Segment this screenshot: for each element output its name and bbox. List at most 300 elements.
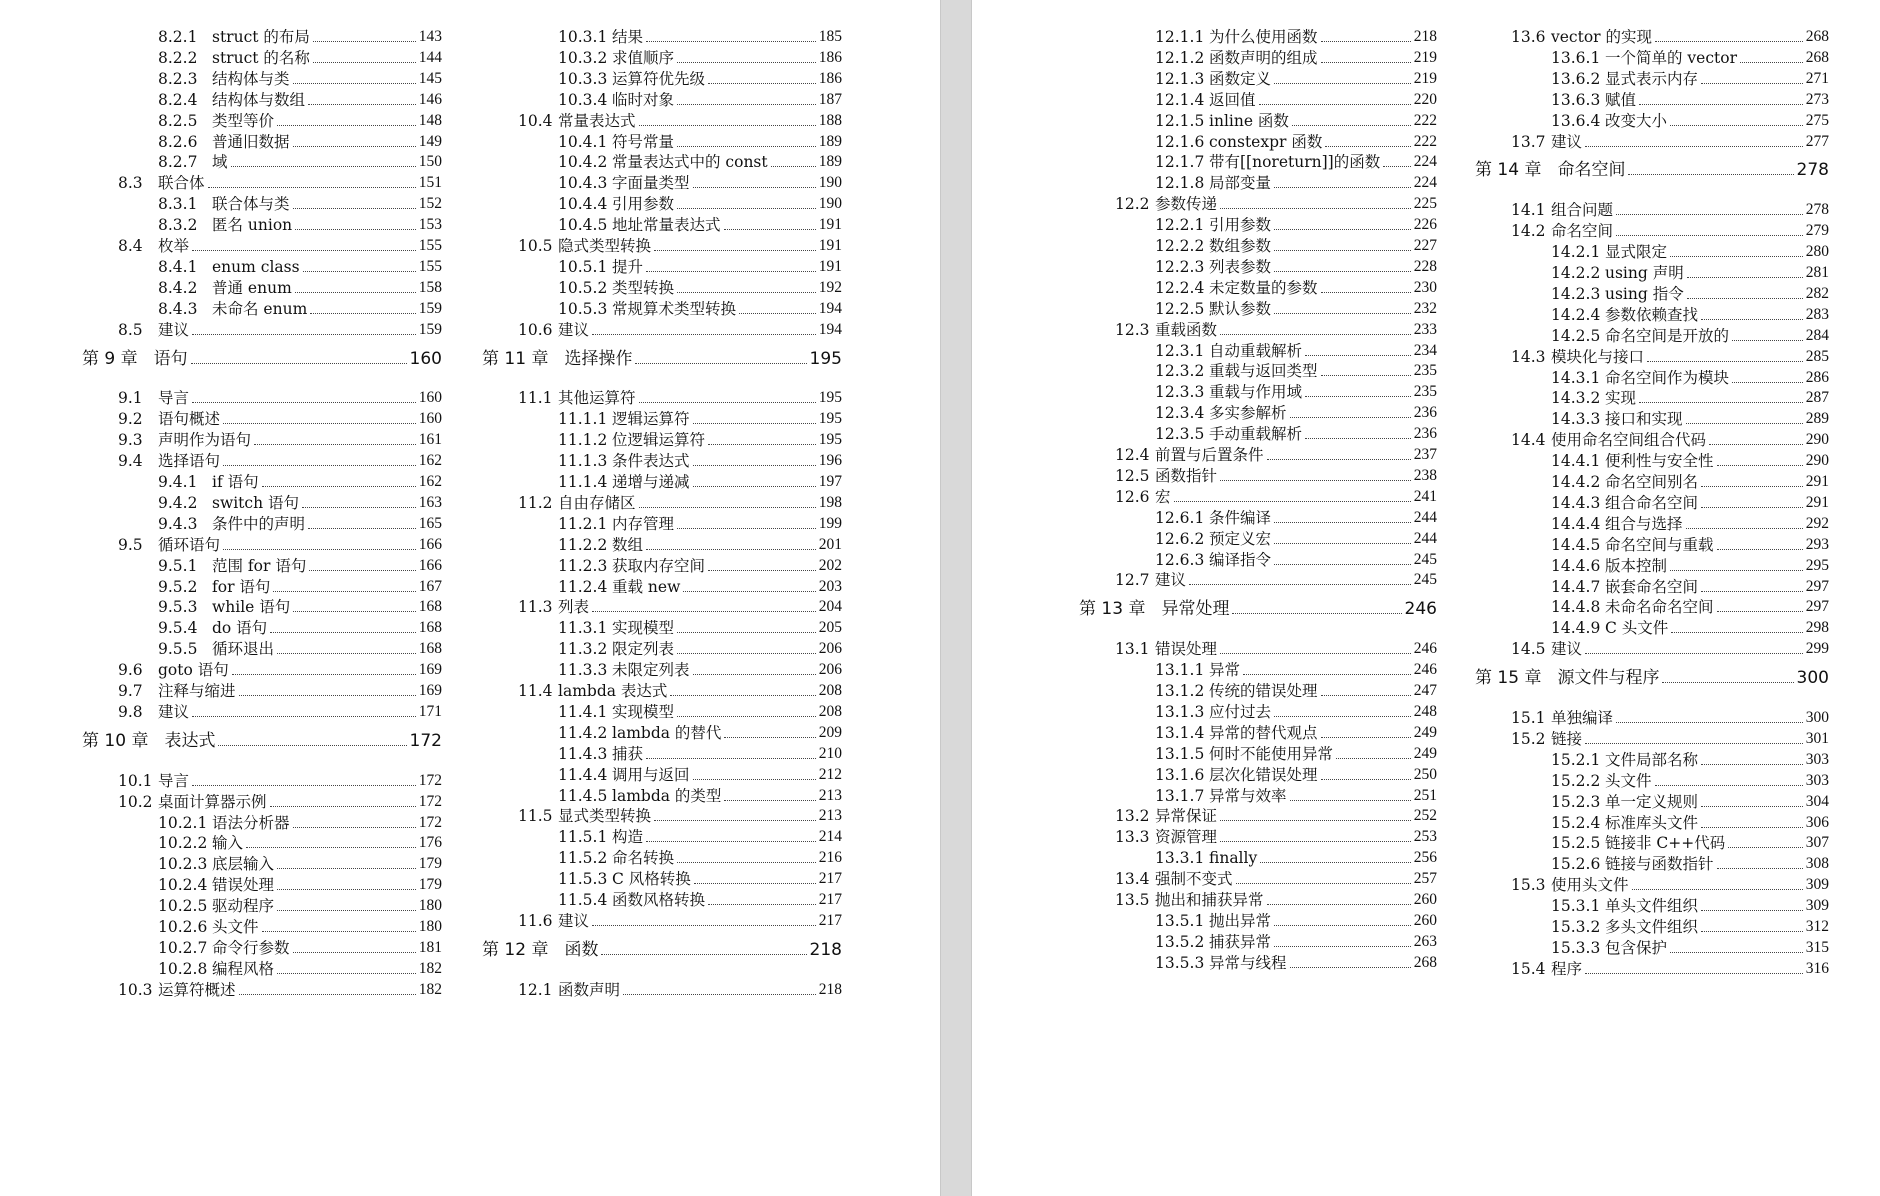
entry-page-number: 304 (1805, 792, 1829, 810)
entry-title: 底层输入 (212, 855, 275, 874)
section-entry (518, 598, 842, 616)
dot-leader (1267, 904, 1411, 905)
entry-page-number: 293 (1805, 535, 1829, 553)
subsection-entry (158, 133, 442, 151)
entry-number: 10.2.7 (158, 938, 208, 957)
entry-title: finally (1209, 849, 1258, 868)
entry-number: 第 13 章 (1079, 599, 1146, 620)
entry-title: while 语句 (212, 598, 291, 617)
entry-page-number: 191 (818, 257, 842, 275)
subsection-entry (158, 49, 442, 67)
entry-title: 数组参数 (1209, 237, 1272, 255)
entry-title: lambda 表达式 (558, 682, 668, 700)
subsection-entry (1551, 918, 1829, 936)
entry-number: 13.6.1 (1551, 48, 1601, 67)
section-entry (1511, 133, 1829, 151)
entry-number: 15.3 (1511, 876, 1546, 895)
entry-number: 10.5 (518, 237, 553, 255)
dot-leader (1321, 695, 1411, 696)
entry-title: 结构体与数组 (212, 90, 306, 109)
entry-page-number: 248 (1413, 702, 1437, 720)
entry-title: goto 语句 (158, 661, 229, 680)
subsection-entry (158, 814, 442, 832)
entry-page-number: 144 (418, 48, 442, 66)
subsection-entry (1551, 285, 1829, 303)
entry-page-number: 181 (418, 938, 442, 956)
entry-number: 9.6 (118, 661, 143, 680)
entry-page-number: 192 (818, 278, 842, 296)
dot-leader (293, 952, 416, 953)
dot-leader (1305, 438, 1411, 439)
entry-page-number: 152 (418, 195, 442, 213)
entry-page-number: 286 (1805, 368, 1829, 386)
entry-number: 8.3.1 (158, 195, 198, 214)
dot-leader (623, 994, 816, 995)
entry-page-number: 246 (1413, 661, 1437, 679)
subsection-entry (558, 891, 842, 909)
entry-page-number: 186 (818, 48, 842, 66)
entry-title: 层次化错误处理 (1209, 765, 1318, 784)
entry-page-number: 163 (418, 493, 442, 511)
dot-leader (1220, 653, 1411, 654)
subsection-entry (558, 536, 842, 554)
entry-page-number: 273 (1805, 90, 1829, 108)
entry-page-number: 166 (418, 556, 442, 574)
entry-number: 10.4.2 (558, 153, 608, 172)
dot-leader (1220, 334, 1411, 335)
entry-page-number: 252 (1413, 807, 1437, 825)
entry-title: 实现 (1605, 389, 1637, 408)
entry-title: 调用与返回 (612, 765, 690, 784)
subsection-entry (558, 578, 842, 596)
entry-number: 10.2.5 (158, 897, 208, 916)
entry-number: 12.6.1 (1155, 508, 1205, 527)
section-entry (118, 237, 442, 255)
entry-title: 命名空间是开放的 (1605, 326, 1730, 345)
dot-leader (693, 187, 816, 188)
entry-title: 隐式类型转换 (558, 237, 652, 255)
page-gutter (940, 0, 972, 1196)
subsection-entry (158, 91, 442, 109)
entry-page-number: 224 (1413, 153, 1437, 171)
right-page (972, 0, 1880, 1196)
entry-number: 14.4.1 (1551, 452, 1601, 471)
entry-number: 8.4.1 (158, 257, 198, 276)
entry-page-number: 167 (418, 577, 442, 595)
entry-number: 8.2.1 (158, 28, 198, 46)
dot-leader (1274, 564, 1411, 565)
dot-leader (1732, 382, 1803, 383)
dot-leader (1585, 146, 1803, 147)
entry-page-number: 209 (818, 723, 842, 741)
entry-number: 11.4.4 (558, 765, 608, 784)
entry-number: 13.6.2 (1551, 69, 1601, 88)
subsection-entry (158, 834, 442, 852)
dot-leader (293, 611, 415, 612)
dot-leader (302, 507, 416, 508)
entry-title: 编译指令 (1209, 550, 1272, 569)
entry-title: 函数声明 (558, 980, 621, 999)
entry-number: 11.2.3 (558, 556, 608, 575)
entry-page-number: 150 (418, 153, 442, 171)
dot-leader (262, 931, 416, 932)
entry-page-number: 316 (1805, 959, 1829, 977)
entry-number: 13.5 (1115, 891, 1150, 909)
subsection-entry (1551, 834, 1829, 852)
entry-page-number: 232 (1413, 299, 1437, 317)
entry-number: 11.4.3 (558, 744, 608, 763)
entry-title: 条件编译 (1209, 508, 1272, 527)
subsection-entry (558, 195, 842, 213)
entry-title: 显式类型转换 (558, 807, 652, 826)
dot-leader (246, 847, 416, 848)
entry-number: 第 14 章 (1475, 160, 1542, 181)
entry-title: 默认参数 (1209, 299, 1272, 318)
entry-page-number: 205 (818, 619, 842, 637)
entry-page-number: 194 (818, 320, 842, 338)
dot-leader (223, 549, 416, 550)
entry-number: 15.1 (1511, 709, 1546, 727)
entry-title: switch 语句 (212, 493, 299, 512)
entry-title: 何时不能使用异常 (1209, 744, 1334, 763)
entry-page-number: 218 (809, 939, 842, 960)
entry-page-number: 187 (818, 90, 842, 108)
entry-page-number: 213 (818, 807, 842, 825)
dot-leader (192, 402, 416, 403)
entry-title: 单头文件组织 (1605, 897, 1699, 916)
dot-leader (693, 779, 816, 780)
subsection-entry (158, 195, 442, 213)
entry-number: 13.1.1 (1155, 661, 1205, 680)
entry-number: 11.3.2 (558, 640, 608, 659)
entry-page-number: 233 (1413, 320, 1437, 338)
entry-title: 函数指针 (1155, 466, 1218, 485)
entry-page-number: 179 (418, 876, 442, 894)
section-entry (518, 912, 842, 930)
entry-title: 获取内存空间 (612, 556, 706, 575)
dot-leader (254, 444, 416, 445)
entry-number: 10.2.1 (158, 813, 208, 832)
dot-leader (1220, 841, 1411, 842)
entry-page-number: 195 (818, 431, 842, 449)
entry-number: 10.1 (118, 771, 153, 790)
entry-number: 11.3.1 (558, 619, 608, 638)
entry-number: 14.4.3 (1551, 493, 1601, 512)
entry-number: 9.4.2 (158, 493, 198, 512)
entry-page-number: 208 (818, 702, 842, 720)
entry-page-number: 212 (818, 765, 842, 783)
entry-number: 8.2.3 (158, 69, 198, 88)
entry-page-number: 290 (1805, 452, 1829, 470)
section-entry (118, 536, 442, 554)
entry-number: 9.4 (118, 452, 143, 471)
entry-title: 链接与函数指针 (1605, 855, 1714, 874)
entry-page-number: 160 (418, 389, 442, 407)
entry-title: 限定列表 (612, 640, 675, 659)
entry-title: 参数传递 (1155, 195, 1218, 214)
entry-number: 8.4 (118, 237, 143, 255)
entry-page-number: 227 (1413, 237, 1437, 254)
entry-number: 10.3.3 (558, 69, 608, 88)
entry-title: 常规算术类型转换 (612, 299, 737, 318)
entry-number: 15.2.5 (1551, 834, 1601, 853)
entry-page-number: 191 (818, 216, 842, 234)
dot-leader (1305, 396, 1411, 397)
subsection-entry (558, 828, 842, 846)
entry-page-number: 160 (418, 410, 442, 428)
subsection-entry (1155, 153, 1437, 171)
entry-title: 引用参数 (612, 195, 675, 214)
entry-page-number: 188 (818, 111, 842, 129)
subsection-entry (1551, 327, 1829, 345)
entry-title: do 语句 (212, 619, 268, 638)
entry-number: 11.1.3 (558, 452, 608, 471)
subsection-entry (1551, 619, 1829, 637)
entry-title: 其他运算符 (558, 389, 636, 408)
dot-leader (677, 862, 816, 863)
entry-number: 10.2 (118, 792, 153, 811)
dot-leader (1616, 722, 1803, 723)
entry-page-number: 251 (1413, 786, 1437, 804)
entry-number: 9.7 (118, 682, 143, 700)
entry-title: 异常的替代观点 (1209, 723, 1318, 742)
entry-number: 14.4.2 (1551, 473, 1601, 491)
dot-leader (1686, 423, 1803, 424)
entry-title: 类型转换 (612, 278, 675, 297)
entry-title: 组合与选择 (1605, 514, 1683, 533)
entry-number: 10.5.2 (558, 278, 608, 297)
dot-leader (708, 83, 816, 84)
subsection-entry (1551, 452, 1829, 470)
dot-leader (208, 187, 416, 188)
entry-number: 13.1.4 (1155, 723, 1205, 742)
dot-leader (1267, 459, 1411, 460)
dot-leader (1321, 779, 1411, 780)
entry-number: 14.2 (1511, 222, 1546, 241)
dot-leader (601, 954, 806, 955)
subsection-entry (1551, 70, 1829, 88)
section-entry (1115, 571, 1437, 589)
entry-title: 捕获 (612, 744, 644, 763)
entry-page-number: 295 (1805, 556, 1829, 574)
entry-number: 12.1 (518, 980, 553, 999)
subsection-entry (1155, 912, 1437, 930)
entry-title: 实现模型 (612, 619, 675, 638)
entry-title: 临时对象 (612, 90, 675, 109)
dot-leader (1717, 465, 1803, 466)
dot-leader (1336, 758, 1411, 759)
entry-title: 常量表达式 (558, 111, 636, 130)
entry-page-number: 280 (1805, 243, 1829, 261)
entry-page-number: 247 (1413, 682, 1437, 699)
entry-page-number: 180 (418, 918, 442, 935)
dot-leader (1274, 271, 1411, 272)
entry-title: 语句概述 (158, 410, 221, 429)
dot-leader (1717, 549, 1803, 550)
entry-number: 第 11 章 (482, 348, 549, 369)
entry-number: 15.2.6 (1551, 855, 1601, 874)
entry-page-number: 236 (1413, 425, 1437, 443)
dot-leader (1701, 507, 1803, 508)
entry-number: 12.6.2 (1155, 529, 1205, 548)
entry-page-number: 217 (818, 870, 842, 888)
entry-title: if 语句 (212, 473, 259, 491)
entry-page-number: 195 (818, 410, 842, 428)
dot-leader (277, 973, 416, 974)
dot-leader (1671, 632, 1802, 633)
section-entry (1511, 431, 1829, 449)
entry-page-number: 279 (1805, 222, 1829, 240)
dot-leader (771, 166, 816, 167)
entry-page-number: 289 (1805, 410, 1829, 428)
dot-leader (277, 125, 416, 126)
entry-title: 组合问题 (1551, 201, 1614, 220)
entry-title: 命名空间别名 (1605, 473, 1699, 491)
subsection-entry (558, 870, 842, 888)
entry-title: 前置与后置条件 (1155, 446, 1264, 464)
section-entry (518, 807, 842, 825)
entry-page-number: 182 (418, 980, 442, 998)
subsection-entry (1551, 112, 1829, 130)
entry-page-number: 253 (1413, 828, 1437, 846)
entry-number: 10.4.5 (558, 216, 608, 235)
entry-page-number: 275 (1805, 111, 1829, 129)
subsection-entry (1155, 133, 1437, 151)
dot-leader (1274, 716, 1411, 717)
entry-page-number: 268 (1413, 953, 1437, 971)
entry-number: 11.3 (518, 598, 553, 617)
dot-leader (1189, 584, 1411, 585)
entry-page-number: 159 (418, 299, 442, 317)
subsection-entry (1155, 787, 1437, 805)
dot-leader (639, 125, 816, 126)
dot-leader (1701, 931, 1803, 932)
entry-number: 11.5 (518, 807, 553, 826)
entry-number: 14.2.4 (1551, 305, 1601, 324)
dot-leader (1687, 298, 1803, 299)
subsection-entry (158, 939, 442, 957)
subsection-entry (1551, 751, 1829, 769)
section-entry (518, 494, 842, 512)
entry-title: 版本控制 (1605, 556, 1668, 575)
entry-title: 引用参数 (1209, 216, 1272, 235)
entry-page-number: 263 (1413, 932, 1437, 950)
subsection-entry (1155, 70, 1437, 88)
entry-title: 资源管理 (1155, 828, 1218, 847)
entry-title: 列表 (558, 598, 590, 617)
entry-title: 类型等价 (212, 111, 275, 130)
entry-title: 带有[[noreturn]]的函数 (1209, 153, 1381, 172)
entry-title: 建议 (558, 320, 590, 339)
entry-title: 使用命名空间组合代码 (1551, 431, 1707, 450)
entry-number: 12.2.4 (1155, 278, 1205, 297)
dot-leader (223, 423, 416, 424)
entry-title: lambda 的替代 (612, 723, 722, 742)
entry-number: 14.1 (1511, 201, 1546, 220)
subsection-entry (1155, 91, 1437, 109)
entry-number: 8.3.2 (158, 216, 198, 235)
entry-title: 链接 (1551, 729, 1583, 748)
entry-title: 建议 (558, 911, 590, 930)
entry-page-number: 282 (1805, 284, 1829, 302)
entry-title: 域 (212, 153, 228, 172)
entry-title: 位逻辑运算符 (612, 431, 706, 450)
entry-page-number: 277 (1805, 132, 1829, 150)
dot-leader (1321, 737, 1411, 738)
entry-title: 异常与效率 (1209, 786, 1287, 805)
dot-leader (708, 444, 816, 445)
subsection-entry (158, 897, 442, 915)
entry-title: for 语句 (212, 577, 271, 596)
entry-number: 9.5.2 (158, 577, 198, 596)
dot-leader (1220, 820, 1411, 821)
entry-title: 运算符优先级 (612, 69, 706, 88)
dot-leader (1321, 292, 1411, 293)
dot-leader (677, 528, 816, 529)
subsection-entry (558, 452, 842, 470)
entry-title: 显式限定 (1605, 243, 1668, 262)
subsection-entry (1551, 49, 1829, 67)
entry-number: 8.2.7 (158, 153, 198, 172)
entry-page-number: 194 (818, 299, 842, 317)
subsection-entry (558, 640, 842, 658)
entry-page-number: 172 (409, 730, 442, 751)
subsection-entry (1155, 49, 1437, 67)
entry-title: 循环退出 (212, 640, 275, 659)
subsection-entry (158, 876, 442, 894)
subsection-entry (158, 153, 442, 171)
entry-page-number: 283 (1805, 305, 1829, 323)
dot-leader (739, 313, 816, 314)
dot-leader (1232, 613, 1401, 614)
entry-title: 建议 (1155, 571, 1187, 590)
dot-leader (1732, 340, 1803, 341)
entry-page-number: 168 (418, 640, 442, 658)
entry-number: 10.6 (518, 320, 553, 339)
dot-leader (1585, 973, 1803, 974)
entry-number: 11.5.2 (558, 849, 608, 868)
entry-number: 13.7 (1511, 132, 1546, 151)
entry-page-number: 169 (418, 682, 442, 699)
entry-page-number: 291 (1805, 473, 1829, 490)
entry-title: 选择语句 (158, 452, 221, 471)
entry-page-number: 210 (818, 744, 842, 762)
entry-page-number: 236 (1413, 404, 1437, 422)
entry-page-number: 217 (818, 891, 842, 908)
entry-title: 捕获异常 (1209, 932, 1272, 951)
entry-page-number: 161 (418, 431, 442, 449)
subsection-entry (1155, 724, 1437, 742)
entry-title: 联合体与类 (212, 195, 290, 214)
section-entry (1115, 467, 1437, 485)
dot-leader (677, 632, 816, 633)
entry-page-number: 309 (1805, 897, 1829, 915)
entry-page-number: 168 (418, 619, 442, 637)
entry-title: 链接非 C++代码 (1605, 834, 1726, 853)
entry-number: 14.2.1 (1551, 243, 1601, 262)
entry-title: 命令行参数 (212, 938, 290, 957)
entry-number: 12.3.2 (1155, 362, 1205, 381)
entry-number: 13.1 (1115, 640, 1150, 659)
dot-leader (646, 549, 816, 550)
entry-number: 11.1.4 (558, 473, 608, 491)
dot-leader (1274, 543, 1411, 544)
subsection-entry (558, 91, 842, 109)
subsection-entry (1155, 703, 1437, 721)
entry-page-number: 225 (1413, 195, 1437, 213)
dot-leader (308, 104, 416, 105)
subsection-entry (558, 49, 842, 67)
